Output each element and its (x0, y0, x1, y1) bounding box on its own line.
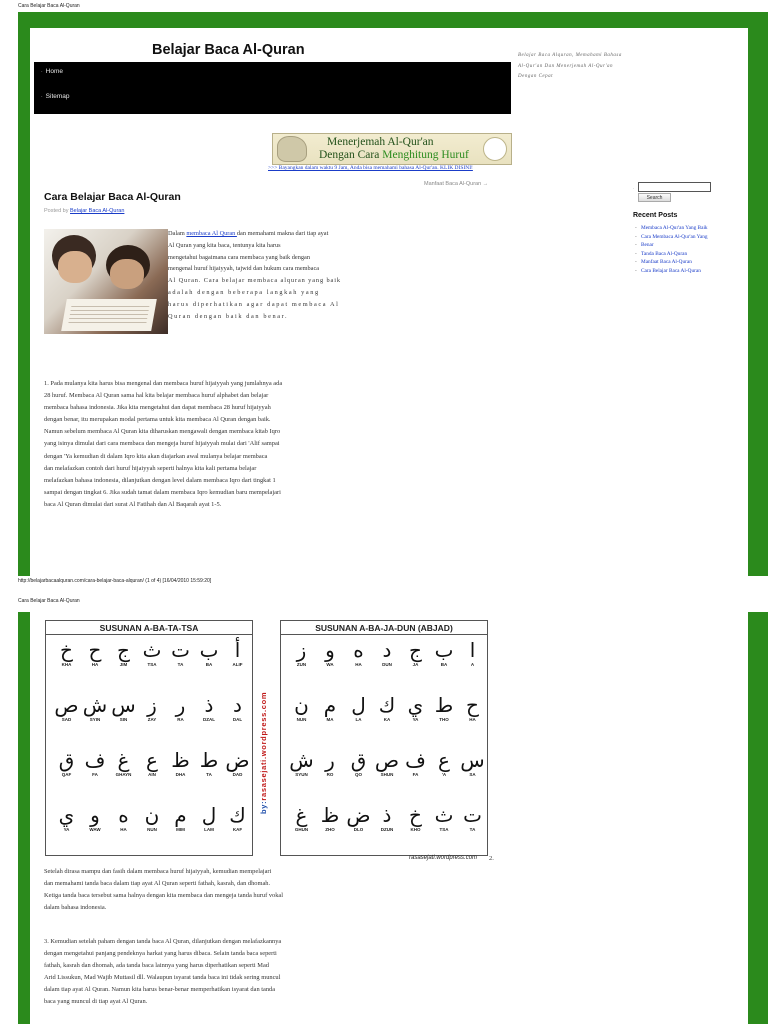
arabic-letter: ص (374, 748, 400, 772)
letter-cell (138, 693, 166, 722)
arabic-letter: ز (147, 693, 157, 717)
arabic-letter: ظ (171, 748, 190, 772)
letter-cell (459, 803, 487, 832)
arabic-letter: ن (294, 693, 309, 717)
intro-text: dan memahami makna dari tiap ayat (236, 230, 329, 237)
letter-name: LAM (204, 827, 214, 832)
letter-name: DHA (175, 772, 186, 777)
letter-name: NUN (147, 827, 157, 832)
banner-line1: Menerjemah Al-Qur'an (327, 136, 434, 148)
letter-cell (430, 803, 458, 832)
letter-cell (195, 748, 223, 777)
letter-name: THO (439, 717, 449, 722)
letter-cell (110, 803, 138, 832)
arabic-letter: ه (353, 638, 364, 662)
arabic-letter: ت (463, 803, 482, 827)
letter-cell (288, 748, 316, 777)
intro-line: adalah dengan beberapa langkah yang (168, 288, 320, 296)
recent-posts-title: Recent Posts (633, 212, 678, 219)
letter-name: QAF (61, 772, 72, 777)
letter-cell (110, 693, 138, 722)
intro-line: Al Quran. Cara belajar membaca alquran yang baik (168, 277, 341, 285)
arabic-letter: أ (234, 638, 241, 662)
arabic-letter: خ (60, 638, 73, 662)
letter-cell (81, 803, 109, 832)
ad-banner[interactable] (272, 133, 512, 165)
watermark (259, 664, 271, 814)
letter-cell (167, 638, 195, 667)
image-credit: rasasejati.wordpress.com (409, 855, 478, 861)
letter-cell (459, 748, 487, 777)
letter-cell (167, 748, 195, 777)
page-footer-url: http://belajarbacaalquran.com/cara-belajar-baca-alquran/ (1 of 4) [16/04/2010 15:59:20] (18, 578, 212, 584)
nav-item-sitemap[interactable] (41, 93, 70, 100)
search-input[interactable] (638, 182, 711, 192)
chart-title: SUSUNAN A-BA-JA-DUN (ABJAD) (281, 621, 487, 635)
letter-name: JA (412, 662, 419, 667)
letter-cell (316, 693, 344, 722)
letter-name: HA (355, 662, 362, 667)
letter-name: QO (354, 772, 362, 777)
para-line: melafazkan bahasa indonesia, dilanjutkan dengan level dalam membaca Iqro dari tingkat 1 (44, 476, 276, 484)
letter-name: YA (63, 827, 70, 832)
arabic-letter: ف (405, 748, 426, 772)
arabic-letter: ض (225, 748, 250, 772)
para-line: sampai dengan tingkat 6. Jika sudah tamat dalam membaca Iqro kemudian baru mempelajari (44, 488, 281, 496)
arabic-letter: ط (434, 693, 454, 717)
arabic-letter: ف (84, 748, 106, 772)
arabic-letter: د (233, 693, 242, 717)
arabic-letter: ذ (204, 693, 214, 717)
arabic-letter: غ (295, 803, 308, 827)
arabic-letter: ح (88, 638, 102, 662)
posted-by-label: Posted by (44, 208, 70, 214)
recent-post-link[interactable]: - Manfaat Baca Al-Quran (641, 258, 741, 267)
letter-name: HA (469, 717, 476, 722)
arabic-letter: م (323, 693, 337, 717)
letter-name: TA (206, 772, 212, 777)
letter-cell (53, 638, 81, 667)
arabic-letter: ر (325, 748, 335, 772)
para-line: yang isinya dimulai dari cara membaca dan mengeja huruf hijaiyyah mulai dari 'Alif sampai (44, 440, 280, 448)
letter-name: SYUN (295, 772, 308, 777)
para-line: Arid Lissukun, Mad Wajib Muttasil dll. Walaupun isyarat tanda baca ini tidak sering muncul (44, 974, 281, 982)
letter-name: WAW (89, 827, 101, 832)
letter-name: ALIF (232, 662, 243, 667)
letter-name: SYIN (89, 717, 101, 722)
letter-cell (81, 748, 109, 777)
intro-text: Dalam (168, 230, 187, 237)
arabic-letter: ي (407, 693, 424, 717)
recent-post-link[interactable]: - Membaca Al-Qur'an Yang Baik (641, 224, 741, 233)
arabic-letter: ا (469, 638, 476, 662)
letter-name: RA (177, 717, 184, 722)
arabic-letter: ق (58, 748, 75, 772)
para-line: dan memahami tanda baca dalam tiap ayat Al Quran seperti fathah, kasrah, dan dhomah. (44, 880, 271, 888)
letter-name: KHO (410, 827, 421, 832)
para-line: baca yang muncul di tiap ayat Al Quran. (44, 998, 148, 1006)
banner-book-icon (483, 137, 507, 161)
page-header-text: Cara Belajar Baca Al-Quran (18, 598, 80, 604)
para-line: Ketiga tanda baca tersebut sama halnya dengan kita membaca dan mengeja tanda huruf vokal (44, 892, 284, 900)
letter-cell (402, 748, 430, 777)
letter-cell (81, 638, 109, 667)
para-line: fathah, kasrah dan dhomah, ada tanda baca lainnya yang harus diperhatikan seperti Mad (44, 962, 270, 970)
letter-cell (110, 748, 138, 777)
letter-name: GHUN (294, 827, 309, 832)
nav-item-label: Sitemap (45, 93, 70, 100)
arabic-letter: ض (346, 803, 371, 827)
para-line: 1. Pada mulanya kita harus bisa mengenal dan membaca huruf hijaiyyah yang jumlahnya ada (44, 380, 283, 387)
next-post-link[interactable]: Manfaat Baca Al-Quran → (424, 181, 489, 187)
letter-name: 'A (441, 772, 447, 777)
letter-name: AIN (148, 772, 156, 777)
arabic-letter: ص (54, 693, 79, 717)
letter-cell (138, 803, 166, 832)
para-line: 3. Kemudian setelah paham dengan tanda baca Al Quran, dilanjutkan dengan melafazkannya (44, 938, 282, 945)
letter-name: DAD (232, 772, 243, 777)
watermark-by: by: (259, 800, 268, 814)
arabic-letter: غ (117, 748, 130, 772)
recent-post-link[interactable]: - Cara Belajar Baca Al-Quran (641, 267, 741, 276)
arabic-letter: ل (351, 693, 366, 717)
para-line: baca Al Quran dimulai dari surat Al Fatihah dan Al Baqarah ayat 1-5. (44, 500, 222, 508)
search-button[interactable]: Search (638, 193, 671, 202)
letter-name: MIM (176, 827, 185, 832)
letter-name: SIN (119, 717, 128, 722)
letter-name: BA (440, 662, 448, 667)
banner-link[interactable]: >>> Bayangkan dalam waktu 9 Jam, Anda bisa memahami bahasa Al-Qur'an. KLIK DISINI! (268, 165, 473, 171)
arabic-letter: ش (289, 748, 314, 772)
letter-name: DAL (232, 717, 243, 722)
letter-name: WA (326, 662, 334, 667)
post-meta (44, 208, 124, 214)
letter-cell (402, 693, 430, 722)
letter-name: TA (177, 662, 184, 667)
letter-name: SHUN (380, 772, 394, 777)
para-line: dalam bahasa indonesia. (44, 904, 107, 912)
letter-cell (430, 638, 458, 667)
arabic-letter: خ (409, 803, 422, 827)
letter-name: BA (205, 662, 213, 667)
arabic-letter: ت (171, 638, 190, 662)
para-line: 28 huruf. Membaca Al Quran sama hal kita belajar membaca huruf alphabet dan belajar (44, 392, 269, 400)
nav-item-label: Home (45, 68, 64, 75)
arabic-letter: ذ (382, 803, 392, 827)
letter-cell (195, 803, 223, 832)
intro-line: mengetahui bagaimana cara membaca yang baik dengan (168, 253, 310, 261)
letter-name: SAD (61, 717, 72, 722)
letter-cell (402, 803, 430, 832)
arabic-letter: ث (142, 638, 162, 662)
letter-cell (138, 748, 166, 777)
letter-name: ZAY (147, 717, 157, 722)
bullet-icon: · (41, 94, 43, 100)
arabic-letter: ظ (320, 803, 340, 827)
letter-name: DZUN (380, 827, 394, 832)
letter-cell (373, 748, 401, 777)
letter-name: MA (326, 717, 334, 722)
arabic-letter: ش (82, 693, 108, 717)
inline-link[interactable]: membaca Al Quran (186, 230, 237, 237)
arabic-letter: د (382, 638, 392, 662)
letter-cell (224, 693, 252, 722)
letter-name: KA (383, 717, 391, 722)
arabic-letter: ج (409, 638, 422, 662)
arabic-letter: ن (144, 803, 160, 827)
letter-cell (345, 693, 373, 722)
arabic-letter: م (174, 803, 187, 827)
letter-name: HA (120, 827, 127, 832)
letter-cell (316, 803, 344, 832)
para-line: membaca bahasa indonesia. Jika kita mengetahui dan dapat membaca 28 huruf hijaiyyah (44, 404, 271, 412)
letter-name: A (470, 662, 475, 667)
site-tagline: Belajar Baca Alquran, Memahami Bahasa Al-Qur'an Dan Menerjemah Al-Qur'an Dengan Cepat (518, 53, 622, 79)
arabic-letter: ي (58, 803, 75, 827)
arabic-letter: ح (466, 693, 479, 717)
para-line: Setelah dirasa mampu dan fasih dalam membaca huruf hijaiyyah, kemudian mempelajari (44, 868, 272, 875)
letter-cell (316, 748, 344, 777)
banner-figure-icon (277, 136, 307, 162)
letter-name: DLO (353, 827, 364, 832)
para-line: dalam tiap ayat Al Quran. Namun kita harus benar-benar memperhatikan isyarat dan tanda (44, 986, 276, 994)
letter-cell (195, 693, 223, 722)
post-intro (168, 228, 341, 322)
arabic-letter: س (111, 693, 136, 717)
intro-line: mengenal huruf hijaiyyah, tajwid dan hukum cara membaca (168, 265, 320, 273)
arabic-letter: ب (434, 638, 454, 662)
letter-name: FA (412, 772, 419, 777)
letter-cell (288, 803, 316, 832)
recent-posts-list (641, 224, 741, 275)
page-header-text: Cara Belajar Baca Al-Quran (18, 3, 80, 9)
letter-cell (345, 638, 373, 667)
nav-item-home[interactable] (41, 68, 63, 75)
letter-name: DZAL (203, 717, 215, 722)
letter-cell (430, 748, 458, 777)
arabic-letter: ل (201, 803, 217, 827)
letter-cell (459, 638, 487, 667)
arabic-letter: ك (378, 693, 396, 717)
arabic-letter: ك (229, 803, 246, 827)
letter-cell (459, 693, 487, 722)
letter-name: HA (91, 662, 99, 667)
letter-cell (224, 803, 252, 832)
letter-cell (373, 638, 401, 667)
post-title[interactable]: Cara Belajar Baca Al-Quran (44, 191, 181, 203)
arabic-letter: ق (350, 748, 367, 772)
letter-cell (81, 693, 109, 722)
para-line: dengan 'Ya kemudian di dalam Iqro kita akan diajarkan awal mulanya belajar membaca (44, 452, 268, 460)
hijaiyyah-chart-abjad (280, 620, 488, 856)
intro-line: Quran dengan baik dan benar. (168, 312, 289, 320)
letter-cell (430, 693, 458, 722)
banner-line2 (319, 149, 469, 161)
letter-cell (316, 638, 344, 667)
letter-name: SA (469, 772, 476, 777)
letter-cell (224, 748, 252, 777)
letter-name: NUN (296, 717, 307, 722)
arabic-letter: و (90, 803, 100, 827)
arabic-letter: ع (438, 748, 450, 772)
letter-name: JIM (119, 662, 128, 667)
arabic-letter: ب (199, 638, 219, 662)
arabic-letter: ع (146, 748, 158, 772)
para-line: dengan benar, itu merupakan modal pertama untuk kita membaca Al Quran dengan baik. (44, 416, 271, 424)
arabic-letter: ج (117, 638, 130, 662)
letter-name: TSA (439, 827, 449, 832)
letter-name: GHAYN (115, 772, 132, 777)
letter-cell (167, 803, 195, 832)
letter-cell (110, 638, 138, 667)
letter-cell (373, 803, 401, 832)
letter-name: DUN (382, 662, 392, 667)
letter-cell (53, 803, 81, 832)
arabic-letter: ط (199, 748, 219, 772)
letter-cell (224, 638, 252, 667)
letter-cell (373, 693, 401, 722)
hijaiyyah-chart-abata (45, 620, 253, 856)
post-paragraph-1 (44, 378, 282, 511)
letter-name: KAF (232, 827, 243, 832)
letter-name: RO (326, 772, 334, 777)
banner-line2-a: Dengan Cara (319, 149, 383, 161)
letter-cell (288, 693, 316, 722)
letter-name: TA (469, 827, 476, 832)
arabic-letter: و (325, 638, 335, 662)
list-number: 2. (489, 855, 494, 862)
main-nav (34, 62, 511, 114)
arabic-letter: ث (434, 803, 454, 827)
letter-cell (345, 748, 373, 777)
arabic-letter: س (460, 748, 485, 772)
intro-line (168, 228, 341, 240)
para-line: dengan mengetahui panjang pendeknya harkat yang harus dibaca. Selain tanda baca seperti (44, 950, 277, 958)
letter-cell (288, 638, 316, 667)
bullet-icon: · (41, 69, 43, 75)
letter-name: TSA (147, 662, 157, 667)
post-paragraph-3 (44, 936, 281, 1009)
arabic-letter: ر (175, 693, 186, 717)
bullet-icon: · (633, 186, 635, 191)
arabic-letter: ه (118, 803, 129, 827)
letter-name: LA (355, 717, 362, 722)
watermark-text: rasasejati.wordpress.com (259, 691, 268, 801)
letter-cell (402, 638, 430, 667)
letter-cell (167, 693, 195, 722)
letter-cell (195, 638, 223, 667)
letter-name: ZUN (296, 662, 307, 667)
banner-line2-b: Menghitung Huruf (382, 149, 469, 161)
arabic-letter: ز (296, 638, 307, 662)
chart-title: SUSUNAN A-BA-TA-TSA (46, 621, 252, 635)
para-line: Namun sebelum membaca Al Quran kita diharuskan mengawali dengan membaca kitab Iqro (44, 428, 281, 436)
author-link[interactable]: Belajar Baca Al-Quran (70, 208, 125, 214)
intro-line: harus diperhatikan agar dapat membaca Al (168, 300, 340, 308)
intro-line: Al Quran yang kita baca, tentunya kita harus (168, 241, 281, 249)
site-title[interactable]: Belajar Baca Al-Quran (152, 42, 305, 58)
letter-name: YA (412, 717, 419, 722)
letter-name: KHA (61, 662, 72, 667)
post-paragraph-2 (44, 866, 283, 914)
letter-name: ZHO (325, 827, 335, 832)
recent-post-link[interactable]: - Cara Membaca Al-Qur'an Yang (641, 233, 741, 242)
para-line: dan melafazkan contoh dari huruf hijaiyyah seperti halnya kita kali pertama belajar (44, 464, 257, 472)
post-photo (44, 229, 168, 334)
letter-name: FA (92, 772, 98, 777)
letter-cell (53, 748, 81, 777)
letter-cell (345, 803, 373, 832)
recent-post-link[interactable]: - Benar (641, 241, 741, 250)
letter-cell (53, 693, 81, 722)
recent-post-link[interactable]: - Tanda Baca Al-Quran (641, 250, 741, 259)
letter-cell (138, 638, 166, 667)
